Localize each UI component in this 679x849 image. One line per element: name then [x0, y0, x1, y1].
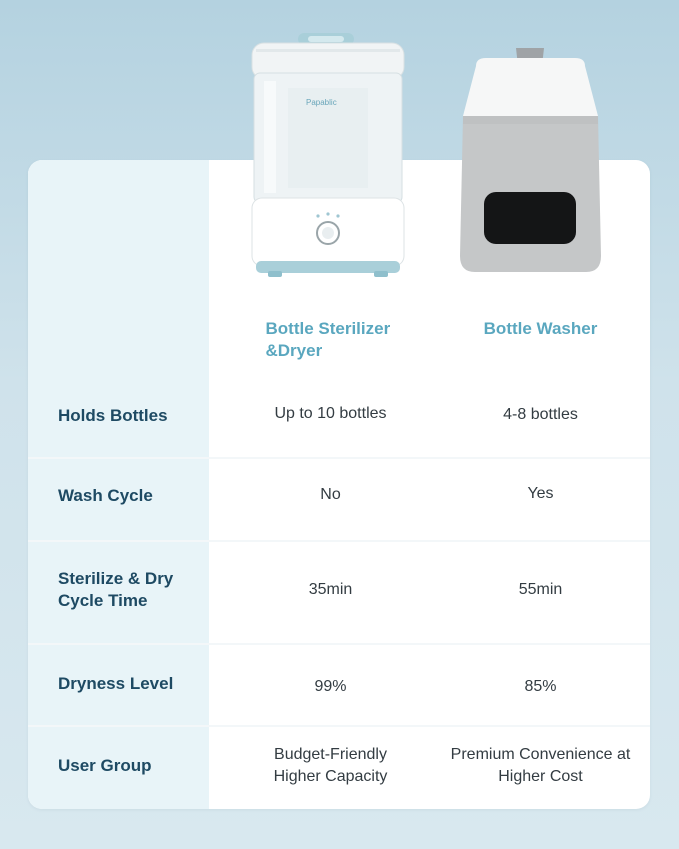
column-header-washer: Bottle Washer: [483, 319, 598, 338]
cell-washer-cycle-time: 55min: [518, 581, 563, 598]
row-divider: [28, 643, 650, 645]
cell-sterilizer-holds-bottles: Up to 10 bottles: [274, 405, 387, 422]
sterilizer-dryer-image: [248, 33, 408, 278]
row-label-dryness-level: Dryness Level: [58, 674, 174, 693]
row-divider: [28, 725, 650, 727]
cell-washer-holds-bottles: 4-8 bottles: [503, 406, 578, 423]
row-divider: [28, 457, 650, 459]
cell-washer-dryness: 85%: [524, 678, 557, 695]
row-label-wash-cycle: Wash Cycle: [58, 486, 153, 505]
cell-washer-user-group: Premium Convenience at Higher Cost: [450, 746, 631, 785]
column-header-sterilizer: Bottle Sterilizer &Dryer: [265, 319, 391, 360]
cell-sterilizer-cycle-time: 35min: [308, 581, 353, 598]
cell-washer-wash-cycle: Yes: [527, 485, 554, 502]
row-label-holds-bottles: Holds Bottles: [58, 406, 168, 425]
cell-sterilizer-user-group: Budget-Friendly Higher Capacity: [273, 746, 388, 785]
row-label-cycle-time: Sterilize & Dry Cycle Time: [58, 569, 174, 610]
cell-sterilizer-dryness: 99%: [314, 678, 347, 695]
cell-sterilizer-wash-cycle: No: [320, 486, 341, 503]
bottle-washer-image: [458, 46, 603, 274]
brand-label: Papablic: [306, 98, 337, 107]
row-divider: [28, 540, 650, 542]
row-label-user-group: User Group: [58, 756, 152, 775]
